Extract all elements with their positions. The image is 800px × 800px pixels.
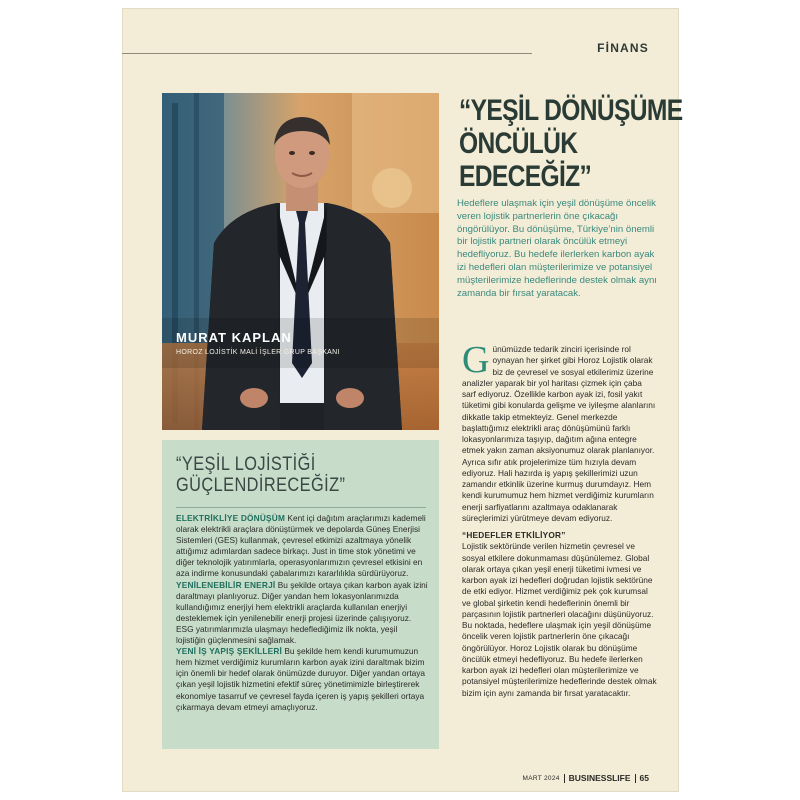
magazine-page: [122, 8, 683, 792]
box-paragraph-text: Bu şekilde ortaya çıkan karbon ayak izini daraltmayı planlıyoruz. Diğer yandan hem lokasyonlarımızda kullandığımız enerjiyi hem elektrikli araçlarda kullanılan enerjiyi desteklemek için yenilenebilir enerji projesi üzerinde çalışıyoruz.: [176, 579, 428, 623]
photo-caption-name: MURAT KAPLAN: [176, 330, 292, 345]
body-subhead: “HEDEFLER ETKİLİYOR”: [462, 530, 566, 540]
body-column: [462, 339, 657, 699]
footer-divider: [635, 774, 636, 783]
header-rule: [122, 53, 532, 54]
sidebar-box: [162, 440, 439, 749]
footer-divider: [564, 774, 565, 783]
box-title: [176, 454, 391, 496]
section-header: FİNANS: [597, 41, 649, 55]
portrait-illustration: [162, 93, 439, 430]
page-footer: [523, 773, 650, 783]
footer-brand: BUSINESSLIFE: [568, 773, 631, 783]
box-paragraph: [176, 580, 428, 624]
box-title-line: “YEŞİL LOJİSTİĞİ: [176, 454, 316, 475]
intro-paragraph: Hedeflere ulaşmak için yeşil dönüşüme öncelik veren lojistik partnerlerin öne çıkacağı öngörülüyor. Bu dönüşüme, Türkiye’nin önemli bir lojistik partneri olarak öncülük etmeyi hedefliyoruz. Bu hedefe ilerlerken karbon ayak izi hedefleri olan müşterilerimize ve potansiyel müşterilerimize hedeflerinde destek olmak aynı zamanda bir fırsat yaratacak.: [457, 198, 657, 299]
footer-date: MART 2024: [522, 774, 560, 782]
article-headline: [459, 94, 683, 193]
box-keyword: YENİ İŞ YAPIŞ ŞEKİLLERİ: [176, 646, 283, 657]
box-paragraph: ESG yatırımlarımızla ulaşmayı hedeflediğimiz ilk nokta, yeşil lojistiğin güçlenmesini sağlamak.: [176, 623, 398, 646]
box-paragraph: [176, 513, 428, 580]
box-keyword: ELEKTRİKLİYE DÖNÜŞÜM: [176, 513, 286, 523]
box-body: [176, 513, 428, 713]
box-paragraph-text: Kent içi dağıtım araçlarımızı kademeli olarak elektrikli araçlara dönüştürmek ve depolarda Güneş Enerjisi Sistemleri (GES) kullanmak, çevresel etkimizi azaltmaya yönelik attığımız adımlardan sadece birkaçı. Just in time stok yönetimi ve diğer teknolojik yatırımlarla, operasyonlarımızın çevresel etkisini en aza indirme konusundaki çabalarımızı kararlılıkla sürdürüyoruz.: [176, 513, 426, 579]
photo-caption-title: HOROZ LOJİSTİK MALİ İŞLER GRUP BAŞKANI: [176, 349, 340, 356]
box-divider: [176, 507, 426, 508]
body-paragraph: [462, 339, 657, 524]
body-paragraph: Lojistik sektöründe verilen hizmetin çevresel ve sosyal etkilere dokunmaması düşünülemez. Global olarak ortaya çıkan yeşil enerji tüketimi ivmesi ve karbon ayak izi hedefleri doğrudan lojistik sektörüne de etki ediyor. Hizmet verdiğimiz pek çok kurumsal ve global şirketin kendi hedeflerinin önemli bir parçasının lojistik partnerleri olacağını düşünüyoruz. Bu noktada, hedeflere ulaşmak için yeşil dönüşüme öncelik veren lojistik partnerlerin öne çıkacağı öngörülüyor. Horoz Lojistik olarak bu dönüşüme öncülük etmeyi hedefliyoruz. Bu hedefe ilerlerken karbon ayak izi hedefleri olan müşterilerimize ve potansiyel müşterilerimize hedeflerinde destek olmak bizim için aynı zamanda bir fırsat yaratacaktır.: [462, 541, 657, 698]
headline-line: ÖNCÜLÜK: [459, 127, 578, 160]
body-paragraph-text: ünümüzde tedarik zinciri içerisinde rol oynayan her şirket gibi Horoz Lojistik olarak biz de çevresel ve sosyal etkilerimiz üzerine analizler yaparak bir yol haritası çizmek için çaba sarf ediyoruz. Özellikle karbon ayak izi, fosil yakıt tüketimi gibi konularda gelişme ve iyileşme alanlarını dikkatle takip etmekteyiz. Genel merkezde başlattığımız elektrikli araç dönüşümünü farklı lokasyonlarımıza taşıyıp, dağıtım ağına entegre etmek yakın zaman aksiyonumuz olarak planlanıyor. Ayrıca sıfır atık projelerimize tüm hızıyla devam ediyoruz. Hali hazırda iş yapış şekillerimizi uzun zamandır etkinlik üzerine kurmuş durumdayız. Hem kendi kurumumuz hem hizmet verdiğimiz kurumların enerji sarfiyatlarını azaltmaya odaklanarak süreçlerimizi yürütmeye devam ediyoruz.: [462, 344, 656, 523]
headline-line: EDECEĞİZ”: [459, 160, 592, 193]
box-title-line: GÜÇLENDİRECEĞİZ”: [176, 475, 346, 496]
headline-line: “YEŞİL DÖNÜŞÜME: [459, 94, 683, 127]
drop-cap: G: [462, 339, 490, 381]
portrait-photo: [162, 93, 439, 430]
box-paragraph-text: Bu şekilde hem kendi kurumumuzun hem hizmet verdiğimiz kurumların karbon ayak izini daraltmak bizim için önemli bir hedef olarak önümüzde duruyor. Diğer yandan ortaya çıkan yeşil lojistik hizmetini efektif süreç yönetimimizle birleştirerek ekonomiye tasarruf ve çevresel fayda içeren iş yapış şekilleri ortaya çıkarmaya devam etmeyi amaçlıyoruz.: [176, 646, 426, 712]
page-number: 65: [639, 773, 649, 783]
box-keyword: YENİLENEBİLİR ENERJİ: [176, 579, 276, 590]
box-paragraph: [176, 646, 428, 713]
